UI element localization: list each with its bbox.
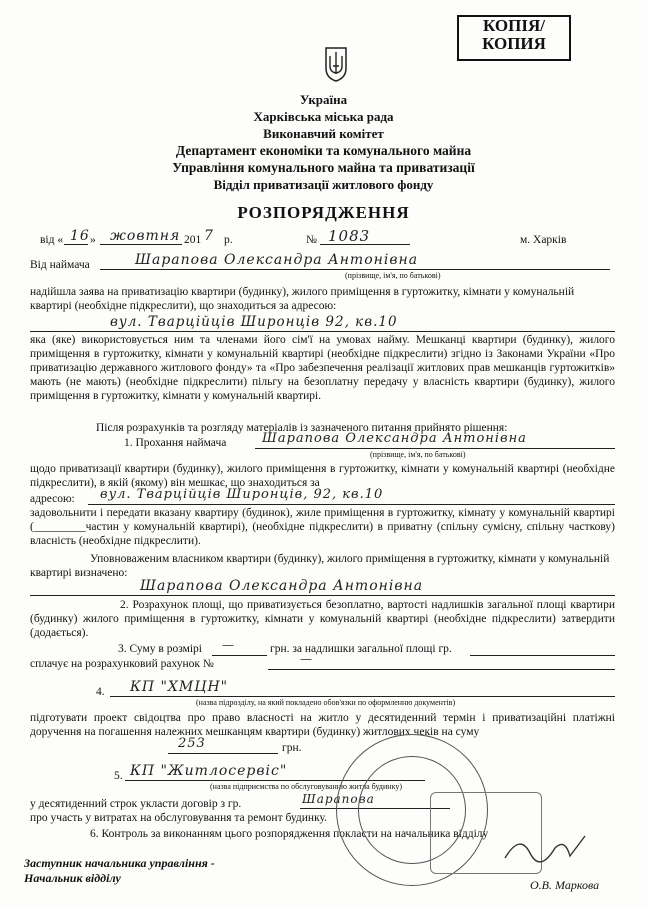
cheques-suffix: грн. — [282, 742, 302, 754]
paragraph-residents: яка (яке) використовується ним та членами його сім'ї на умовах найму. Мешканці квартири (будинку), жилого приміщення в гуртожитку, кімнати у комунальній квартирі (необхідне підкреслити) згідно із Законами України «Про приватизацію державного житлового фонду» та «Про забезпечення реалізації житлових прав мешканців гуртожитків» мають (не мають) (необхідне підкреслити) пільгу на безоплатну передачу у власність квартири (будинку), жилого приміщення в гуртожитку, кімнати у комунальній квартирі. — [30, 334, 615, 402]
paragraph-decision: Після розрахунків та розгляду матеріалів із зазначеного питання прийнято рішення: — [96, 422, 508, 434]
date-month: жовтня — [110, 228, 181, 244]
item4-value: КП "ХМЦН" — [130, 679, 229, 695]
header-council: Харківська міська рада — [253, 109, 394, 124]
date-r: р. — [224, 234, 233, 246]
paragraph-contract-tail: про участь у витратах на обслуговування та ремонт будинку. — [30, 812, 327, 824]
item4-line — [110, 696, 615, 697]
cheques-value: 253 — [178, 736, 206, 751]
item3-line — [212, 655, 267, 656]
item5-caption: (назва підприємства по обслуговуванню житла будинку) — [210, 782, 403, 791]
date-day: 16 — [70, 228, 90, 244]
header-committee: Виконавчий комітет — [263, 126, 384, 141]
signatory-title1: Заступник начальника управління - — [24, 856, 215, 870]
copy-stamp-line2: КОПИЯ — [482, 34, 546, 53]
item3-value: — — [222, 638, 235, 652]
applicant-caption: (прізвище, ім'я, по батькові) — [345, 271, 441, 280]
paragraph-control: 6. Контроль за виконанням цього розпорядження покласти на начальника відділу — [90, 828, 489, 840]
copy-stamp-line1: КОПІЯ/ — [483, 16, 545, 35]
address2-line — [88, 504, 615, 505]
item3-tail-line — [470, 655, 615, 656]
item5-value: КП "Житлосервіс" — [130, 763, 288, 779]
item3b-line — [268, 669, 615, 670]
address-value: вул. Тварційців Широнців 92, кв.10 — [110, 314, 398, 330]
owner-line — [30, 595, 615, 596]
date-mid: » — [90, 234, 96, 246]
item3-suffix: грн. за надлишки загальної площі гр. — [270, 643, 452, 655]
paragraph-privatization: щодо приватизації квартири (будинку), жилого приміщення в гуртожитку, кімнати у комунальній квартирі (необхідне підкреслити), в якій (якому) він мешкає, що знаходиться за — [30, 463, 615, 489]
item1-name: Шарапова Олександра Антонівна — [262, 431, 527, 446]
header-directorate: Управління комунального майна та приватизації — [172, 160, 475, 175]
applicant-name: Шарапова Олександра Антонівна — [135, 252, 419, 268]
document-title: РОЗПОРЯДЖЕННЯ — [237, 203, 410, 222]
header-division: Відділ приватизації житлового фонду — [213, 177, 434, 192]
paragraph-request: надійшла заява на приватизацію квартири (будинку), жилого приміщення в гуртожитку, кімнати у комунальній квартирі (необхідне підкреслити), що знаходиться за адресою: — [30, 286, 575, 312]
item3b-value: — — [300, 652, 313, 666]
paragraph-owner: Уповноваженим власником квартири (будинку), жилого приміщення в гуртожитку, кімнати у комунальній квартирі визначено: — [30, 553, 610, 579]
paragraph-transfer: задовольнити і передати вказану квартиру (будинок), жиле приміщення в гуртожитку, кімнату у комунальній квартирі (_________частин у комунальній квартирі), (необхідне підкреслити) в приватну (спільну сумісну, спільну часткову) власність (необхідне підкреслити). — [30, 507, 615, 547]
copy-stamp — [457, 15, 571, 61]
item4-prefix: 4. — [96, 686, 105, 698]
paragraph-certificate: підготувати проект свідоцтва про право власності на житло у десятиденний термін і приватизаційні платіжні доручення на погашення належних мешканцям квартири (будинку) житлових чеків на суму — [30, 712, 615, 738]
cheques-line — [168, 753, 278, 754]
number-line — [320, 244, 410, 245]
signature-scribble-icon — [500, 828, 590, 868]
address-line — [30, 331, 615, 332]
paragraph-contract: у десятиденний строк укласти договір з гр. — [30, 798, 242, 810]
document-number: 1083 — [328, 227, 371, 245]
item3-prefix: 3. Суму в розмірі — [118, 643, 202, 655]
trident-emblem-icon — [324, 46, 348, 82]
date-year-suffix: 7 — [204, 228, 214, 244]
number-label: № — [306, 234, 317, 246]
date-day-line — [64, 244, 88, 245]
item3b-text: сплачує на розрахунковий рахунок № — [30, 658, 214, 670]
applicant-line — [100, 269, 610, 270]
owner-name: Шарапова Олександра Антонівна — [140, 578, 424, 594]
item5-prefix: 5. — [114, 770, 123, 782]
date-month-line — [100, 244, 182, 245]
item4-caption: (назва підрозділу, на який покладено обов'язки по оформленню документів) — [196, 698, 456, 707]
header-department: Департамент економіки та комунального майна — [175, 143, 472, 158]
item1-caption: (прізвище, ім'я, по батькові) — [370, 450, 466, 459]
address2-value: вул. Тварційців Широнців, 92, кв.10 — [100, 487, 384, 502]
applicant-label: Від наймача — [30, 259, 90, 271]
header-country: Україна — [299, 92, 348, 107]
date-prefix: від « — [40, 234, 64, 246]
item1-prefix: 1. Прохання наймача — [124, 437, 227, 449]
paragraph-area: 2. Розрахунок площі, що приватизується безоплатно, вартості надлишків загальної площі квартири (будинку) жилого приміщення в гуртожитку, кімнати у комунальній квартирі (необхідне підкреслити) затвердити (додається). — [30, 599, 615, 639]
signatory-name: О.В. Маркова — [530, 878, 600, 892]
signatory-title2: Начальник відділу — [24, 871, 121, 885]
address2-label: адресою: — [30, 493, 75, 505]
city: м. Харків — [520, 234, 567, 246]
date-year-prefix: 201 — [184, 234, 202, 246]
item1-line — [255, 448, 615, 449]
contract-name: Шарапова — [302, 792, 375, 806]
